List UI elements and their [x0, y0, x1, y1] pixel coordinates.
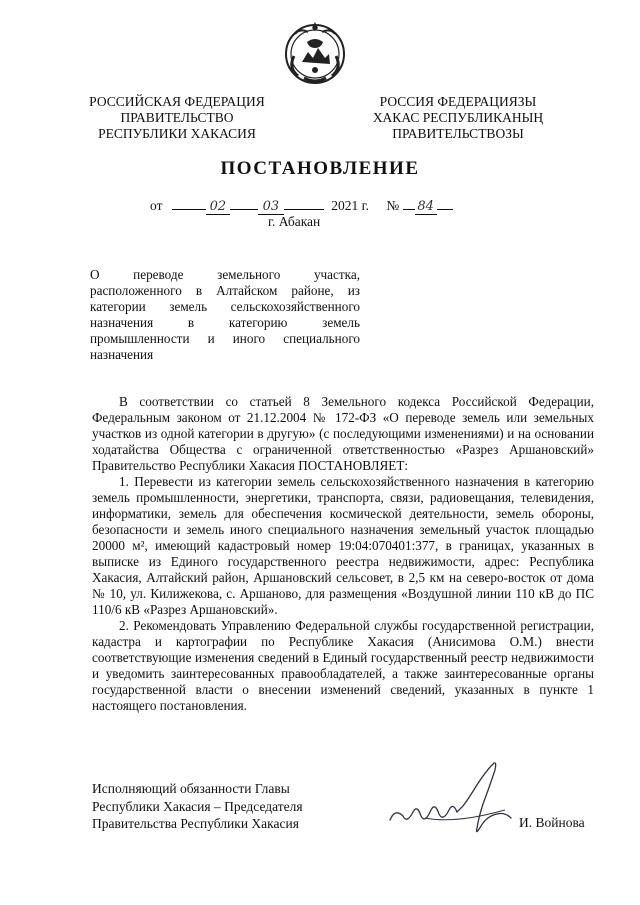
coat-of-arms-emblem-icon — [280, 18, 350, 88]
header-right-line: ПРАВИТЕЛЬСТВОЗЫ — [392, 126, 524, 141]
subject-line: назначения — [90, 347, 154, 362]
date-year: 2021 г. — [331, 198, 369, 213]
signatory-position-line: Республики Хакасия – Председателя — [92, 798, 303, 814]
signatory-position-line: Правительства Республики Хакасия — [92, 816, 299, 831]
number-label: № — [386, 198, 400, 213]
subject-line: О переводе земельного участка, — [90, 267, 360, 282]
from-label: от — [150, 198, 163, 213]
signatory-position — [92, 780, 303, 833]
document-body — [92, 394, 594, 714]
header-right — [358, 94, 558, 142]
date-month: 03 — [258, 200, 284, 215]
subject-line: расположенного в Алтайском районе, из — [90, 283, 360, 298]
header-right-line: РОССИЯ ФЕДЕРАЦИЯЗЫ — [379, 94, 537, 109]
subject-line: промышленности и иного специального — [90, 331, 360, 346]
signatory-position-line: Исполняющий обязанности Главы — [92, 781, 290, 796]
document-number: 84 — [415, 200, 437, 215]
city-label: г. Абакан — [268, 214, 321, 229]
date-number-line — [150, 198, 490, 215]
header-right-line: ХАКАС РЕСПУБЛИКАНЫҢ — [372, 110, 544, 125]
header-left — [82, 94, 272, 142]
subject-line: категории земель сельскохозяйственного — [90, 299, 360, 314]
signatory-name: И. Войнова — [519, 815, 585, 830]
document-title: ПОСТАНОВЛЕНИЕ — [220, 158, 420, 179]
subject-line: назначения в категорию земель — [90, 315, 360, 330]
body-paragraph: В соответствии со статьей 8 Земельного кодекса Российской Федерации, Федеральным законом от 21.12.2004 № 172-ФЗ «О переводе земель или земельных участков из одной категории в другую» (с последующими изменениями) и на основании ходатайства Общества с ограниченной ответственностью «Разрез Аршановский» Правительство Республики Хакасия ПОСТАНОВЛЯЕТ: — [92, 394, 594, 473]
header-left-line: РЕСПУБЛИКИ ХАКАСИЯ — [98, 126, 256, 141]
body-paragraph: 1. Перевести из категории земель сельскохозяйственного назначения в категорию земель промышленности, энергетики, транспорта, связи, радиовещания, телевидения, информатики, земель для обеспечения космической деятельности, земель обороны, безопасности и земель иного специального назначения земельный участок площадью 20000 м², имеющий кадастровый номер 19:04:070401:377, в границах, указанных в выписке из Единого государственного реестра недвижимости, адрес: Республика Хакасия, Алтайский район, Аршановский сельсовет, в 2,5 км на северо-восток от дома № 10, ул. Килижекова, с. Аршаново, для размещения «Воздушной линии 110 кВ до ПС 110/6 кВ «Разрез Аршановский». — [92, 474, 594, 617]
header-left-line: ПРАВИТЕЛЬСТВО — [120, 110, 234, 125]
subject-block — [90, 267, 360, 363]
handwritten-signature-icon — [385, 758, 515, 840]
date-day: 02 — [206, 200, 230, 215]
body-paragraph: 2. Рекомендовать Управлению Федеральной службы государственной регистрации, кадастра и картографии по Республике Хакасия (Анисимова О.М.) внести соответствующие изменения сведений в Единый государственный реестр недвижимости и уведомить заинтересованных правообладателей, а также заинтересованные органы государственной власти о внесении изменений сведений, указанных в пункте 1 настоящего постановления. — [92, 618, 594, 713]
header-left-line: РОССИЙСКАЯ ФЕДЕРАЦИЯ — [89, 94, 265, 109]
